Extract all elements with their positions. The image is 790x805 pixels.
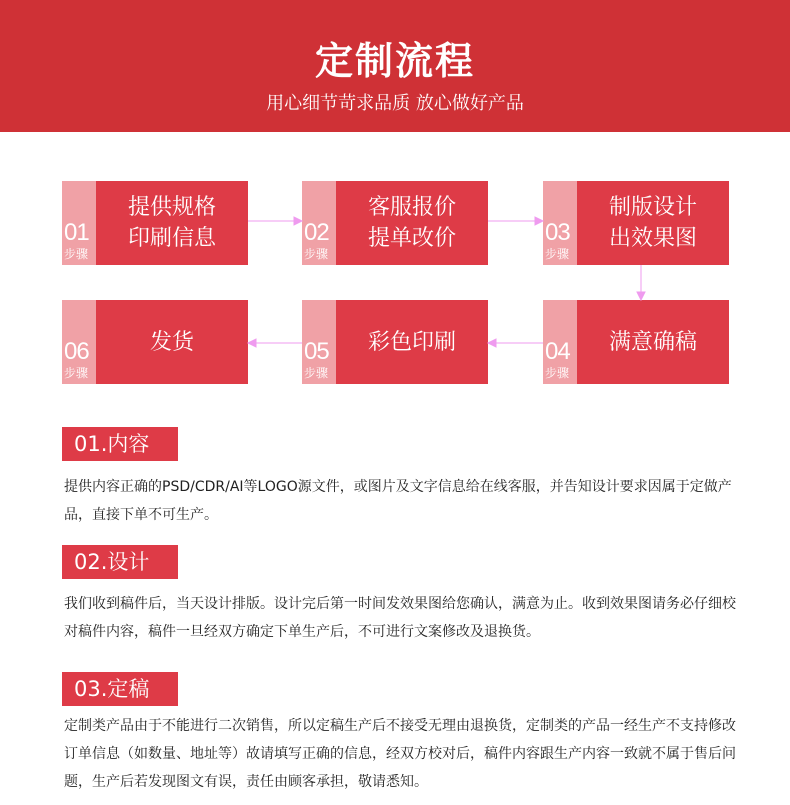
step-number: 02 [304,219,329,246]
step-title: 发货 [149,329,194,355]
step-label: 步骤 [545,366,570,380]
section-heading-final: 03.定稿 [62,672,178,706]
step-title: 彩色印刷 [367,329,456,355]
section-text-content: 提供内容正确的PSD/CDR/AI等LOGO源文件，或图片及文字信息给在线客服，并告知设计要求因属于定做产品，直接下单不可生产。 [64,479,732,523]
arrowhead-icon [637,292,645,300]
step-label: 步骤 [304,247,329,261]
page-title: 定制流程 [314,39,475,83]
step-number: 06 [64,338,89,365]
flow-arrows [0,0,790,400]
step-label: 步骤 [64,247,89,261]
step-title: 客服报价 提单改价 [367,195,456,251]
step-title: 满意确稿 [608,329,697,355]
section-heading-content: 01.内容 [62,427,178,461]
step-label: 步骤 [545,247,570,261]
step-label: 步骤 [304,366,329,380]
section-text-final: 定制类产品由于不能进行二次销售，所以定稿生产后不接受无理由退换货，定制类的产品一经生产不支持修改订单信息（如数量、地址等）故请填写正确的信息，经双方校对后，稿件内容跟生产内容一致就不属于售后问题，生产后若发现图文有误，责任由顾客承担，敬请悉知。 [64,718,736,790]
section-heading-design: 02.设计 [62,545,178,579]
arrowhead-icon [294,217,302,225]
arrowhead-icon [488,339,496,347]
step-number: 05 [304,338,329,365]
step-number: 01 [64,219,89,246]
arrowhead-icon [535,217,543,225]
page-subtitle: 用心细节苛求品质 放心做好产品 [266,93,524,114]
section-text-design: 我们收到稿件后，当天设计排版。设计完后第一时间发效果图给您确认，满意为止。收到效果图请务必仔细校对稿件内容，稿件一旦经双方确定下单生产后，不可进行文案修改及退换货。 [64,596,736,640]
step-label: 步骤 [64,366,89,380]
step-title: 制版设计 出效果图 [608,195,697,251]
step-title: 提供规格 印刷信息 [127,195,216,251]
step-number: 04 [545,338,570,365]
arrowhead-icon [248,339,256,347]
step-number: 03 [545,219,570,246]
